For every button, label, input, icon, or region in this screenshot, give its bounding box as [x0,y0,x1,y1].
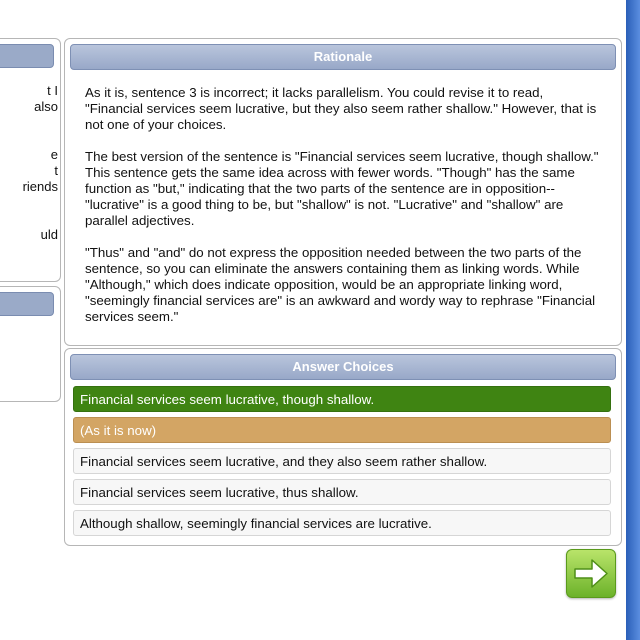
rationale-body [85,85,599,341]
question-fragment: t [54,163,58,178]
question-panel [0,38,61,282]
question-fragment: riends [22,179,58,194]
answer-choice[interactable]: Financial services seem lucrative, thus shallow. [73,479,611,505]
question-fragment [0,195,58,211]
next-button[interactable] [566,549,616,598]
question-fragment: uld [40,227,58,242]
answer-choices-panel [64,348,622,546]
question-fragment: e [50,147,58,162]
question-fragment: t I [47,83,58,98]
secondary-panel-header [0,292,54,316]
answer-choice[interactable]: Financial services seem lucrative, and they also seem rather shallow. [73,448,611,474]
answer-choices-header: Answer Choices [70,354,616,380]
question-text-fragments [0,83,58,243]
rationale-paragraph: As it is, sentence 3 is incorrect; it lacks parallelism. You could revise it to read, "Financial services seem lucrative, but they also seem rather shallow." However, that is not one of your choices. [85,85,597,132]
question-fragment [0,211,58,227]
right-arrow-icon [571,554,611,593]
rationale-header: Rationale [70,44,616,70]
scrollbar-edge[interactable] [626,0,640,640]
answer-choice[interactable]: Although shallow, seemingly financial services are lucrative. [73,510,611,536]
question-fragment [0,131,58,147]
rationale-paragraph: The best version of the sentence is "Financial services seem lucrative, though shallow." This sentence gets the same idea across with fewer words. "Though" has the same function as "but," indicating that the two parts of the sentence are in opposition--"lucrative" is a good thing to be, but "shallow" is not. "Lucrative" and "shallow" are parallel adjectives. [85,149,599,228]
rationale-panel [64,38,622,346]
question-fragment [0,115,58,131]
answer-choice-correct[interactable]: Financial services seem lucrative, though shallow. [73,386,611,412]
question-fragment: also [34,99,58,114]
secondary-panel [0,286,61,402]
question-panel-header [0,44,54,68]
answer-choice-selected[interactable]: (As it is now) [73,417,611,443]
rationale-paragraph: "Thus" and "and" do not express the opposition needed between the two parts of the sentence, so you can eliminate the answers containing them as linking words. While "Although," which does indicate opposition, would be an appropriate linking word, "seemingly financial services are" is an awkward and wordy way to rephrase "Financial services seem." [85,245,596,324]
